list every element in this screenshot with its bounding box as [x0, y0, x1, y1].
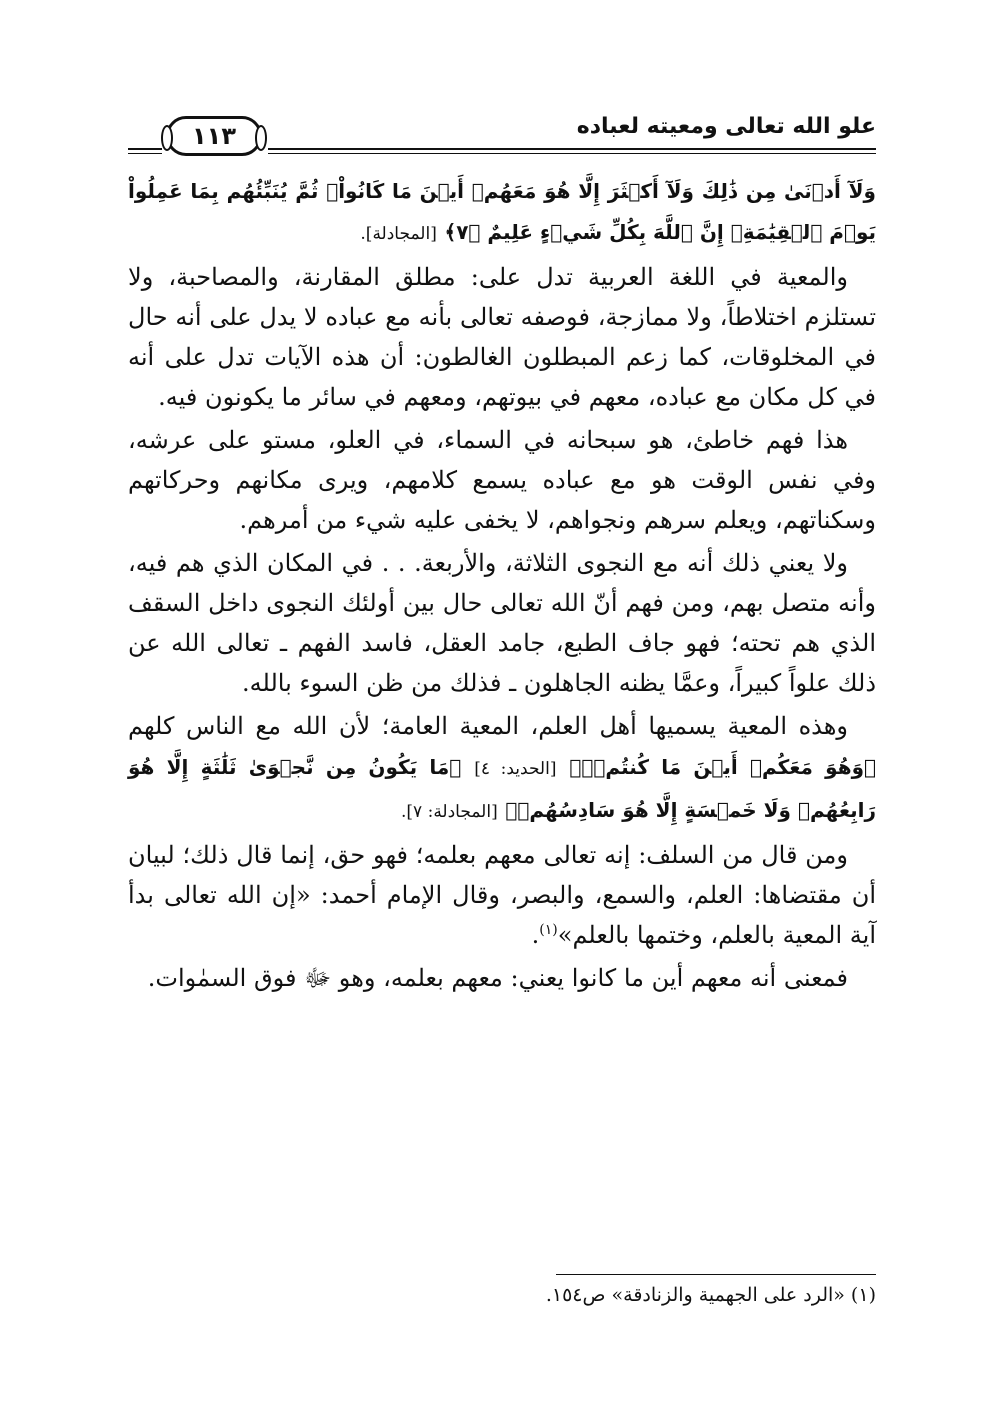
running-title: علو الله تعالى ومعيته لعباده: [576, 114, 876, 139]
paragraph-5: [128, 835, 876, 955]
footnote-marker: (١): [539, 922, 558, 938]
paragraph-1: والمعية في اللغة العربية تدل على: مطلق المقارنة، والمصاحبة، ولا تستلزم اختلاطاً، ولا ممازجة، فوصفه تعالى بأنه مع عباده لا يدل على أنه حال في المخلوقات، كما زعم المبطلون الغالطون: أن هذه الآيات تدل على أنه في كل مكان مع عباده، معهم في بيوتهم، ومعهم في سائر ما يكونون فيه.: [128, 263, 877, 411]
quran-verse: ﴿وَهُوَ مَعَكُمۡ أَيۡنَ مَا كُنتُمۡۚ﴾: [569, 755, 877, 779]
main-text: [128, 170, 876, 998]
paragraph-4-lead: وهذه المعية يسميها أهل العلم، المعية العامة؛ لأن الله مع الناس كلهم: [128, 712, 849, 740]
verse-reference: [المجادلة].: [360, 224, 437, 244]
verse-reference: [الحديد: ٤]: [474, 759, 557, 779]
footnote-divider: [556, 1274, 876, 1275]
quran-verse: وَلَآ أَدۡنَىٰ مِن ذَٰلِكَ وَلَآ أَكۡثَرَ إِلَّا هُوَ مَعَهُمۡ أَيۡنَ مَا كَانُواْۖ ثُمَّ يُنَبِّئُهُم بِمَا عَمِلُواْ يَوۡمَ ٱلۡقِيَٰمَةِۚ إِنَّ ٱللَّهَ بِكُلِّ شَيۡءٍ عَلِيمٌ ﴿٧﴾: [128, 179, 876, 244]
verse-block-1: [128, 170, 876, 254]
quran-verse: ﴿مَا يَكُونُ مِن نَّجۡوَىٰ ثَلَٰثَةٍ إِلَّا هُوَ رَابِعُهُمۡ وَلَا خَمۡسَةٍ إِلَّا هُوَ سَادِسُهُمۡ﴾: [128, 755, 876, 822]
paragraph-3: ولا يعني ذلك أنه مع النجوى الثلاثة، والأربعة. . . في المكان الذي هم فيه، وأنه متصل بهم، ومن فهم أنّ الله تعالى حال بين أولئك النجوى داخل السقف الذي هم تحته؛ فهو جاف الطبع، جامد العقل، فاسد الفهم ـ تعالى الله عن ذلك علواً كبيراً، وعمَّا يظنه الجاهلون ـ فذلك من ظن السوء بالله.: [128, 549, 876, 697]
page-number: ١١٣: [166, 116, 262, 156]
header-rule-short: [128, 148, 162, 150]
page-header: [128, 108, 876, 158]
paragraph-4: [128, 706, 876, 832]
header-rule: [268, 148, 876, 150]
paragraph-5-end: .: [531, 921, 540, 949]
paragraph-2: هذا فهم خاطئ، هو سبحانه في السماء، في العلو، مستو على عرشه، وفي نفس الوقت هو مع عباده يسمع كلامهم، ويرى مكانهم وحركاتهم وسكناتهم، ويعلم سرهم ونجواهم، لا يخفى عليه شيء من أمرهم.: [128, 426, 877, 534]
paragraph-5-text: ومن قال من السلف: إنه تعالى معهم بعلمه؛ فهو حق، إنما قال ذلك؛ لبيان أن مقتضاها: العلم، والسمع، والبصر، وقال الإمام أحمد: «إن الله تعالى بدأ آية المعية بالعلم، وختمها بالعلم»: [128, 841, 876, 949]
paragraph-6: فمعنى أنه معهم أين ما كانوا يعني: معهم بعلمه، وهو ﷻ فوق السمٰوات.: [147, 964, 848, 992]
footnote: (١) «الرد على الجهمية والزنادقة» ص١٥٤.: [545, 1284, 876, 1306]
verse-reference: [المجادلة: ٧].: [401, 802, 498, 822]
